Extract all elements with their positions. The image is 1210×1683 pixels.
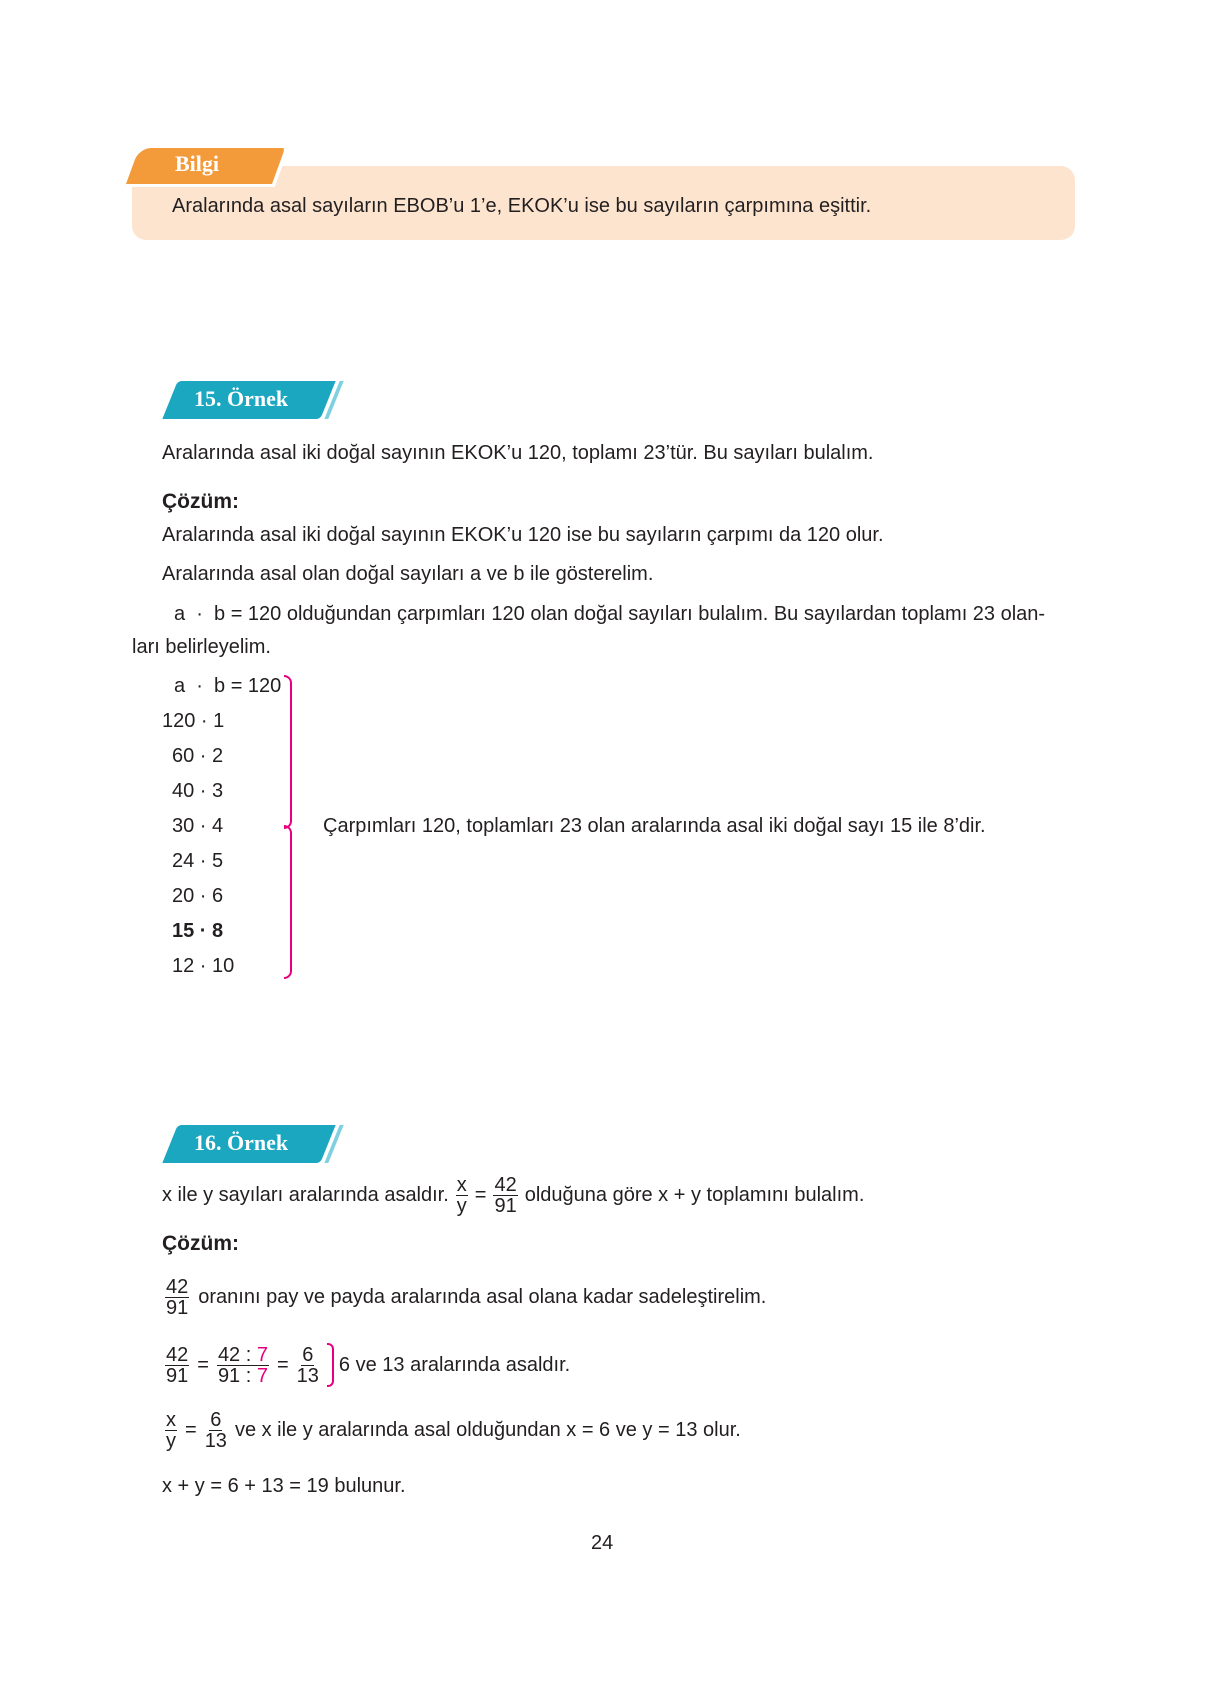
pair: 20 · 6 xyxy=(172,885,224,907)
info-label: Bilgi xyxy=(175,151,220,176)
text: ve x ile y aralarında asal olduğundan x = 6 ve y = 13 olur. xyxy=(234,1419,741,1441)
pair: 40 · 3 xyxy=(172,780,224,802)
solution-line: ları belirleyelim. xyxy=(132,636,271,658)
conclusion: Çarpımları 120, toplamları 23 olan aralarında asal iki doğal sayı 15 ile 8’dir. xyxy=(323,815,986,837)
equals: = xyxy=(276,1353,289,1376)
denominator xyxy=(218,1366,268,1386)
numerator: 6 xyxy=(210,1409,222,1431)
page-number: 24 xyxy=(591,1532,614,1554)
fraction-42-91 xyxy=(493,1175,517,1216)
numerator: 42 xyxy=(166,1343,189,1366)
fraction-divided xyxy=(217,1345,269,1386)
pair: 60 · 2 xyxy=(172,745,224,767)
divisor: 7 xyxy=(256,1343,268,1366)
brace xyxy=(327,1343,334,1387)
solution-heading: Çözüm: xyxy=(162,1232,239,1255)
denominator: 13 xyxy=(204,1430,227,1452)
question-text: olduğuna göre x + y toplamını bulalım. xyxy=(524,1184,865,1206)
equals: = xyxy=(197,1353,209,1376)
num-text: 42 : xyxy=(217,1343,252,1366)
pair: 30 · 4 xyxy=(172,815,224,837)
numerator: 6 xyxy=(302,1343,314,1366)
denominator: 91 xyxy=(166,1297,189,1319)
denominator: 91 xyxy=(166,1364,189,1387)
example-16-label: 16. Örnek xyxy=(194,1130,289,1155)
denominator: 13 xyxy=(296,1364,319,1387)
fraction-x-y xyxy=(456,1175,468,1216)
divisor: 7 xyxy=(256,1364,268,1387)
solution-heading: Çözüm: xyxy=(162,490,239,513)
example-15-question: Aralarında asal iki doğal sayının EKOK’u 120, toplamı 23’tür. Bu sayıları bulalım. xyxy=(162,442,874,464)
pair: 120 · 1 xyxy=(162,710,225,732)
numerator xyxy=(217,1345,269,1366)
fraction-x-y xyxy=(165,1410,177,1451)
example-16-question xyxy=(162,1175,864,1216)
solution-line-1 xyxy=(162,1277,766,1318)
solution-line-4: x + y = 6 + 13 = 19 bulunur. xyxy=(162,1475,406,1497)
solution-line: Aralarında asal olan doğal sayıları a ve b ile gösterelim. xyxy=(162,563,654,585)
den-text: 91 : xyxy=(217,1364,252,1387)
table-header: a · b = 120 xyxy=(174,675,282,697)
example-15-label: 15. Örnek xyxy=(194,386,289,411)
brace-bottom xyxy=(284,825,292,979)
numerator: 42 xyxy=(166,1276,189,1298)
fraction-42-91 xyxy=(165,1345,189,1386)
text: oranını pay ve payda aralarında asal olana kadar sadeleştirelim. xyxy=(198,1286,767,1308)
text: 6 ve 13 aralarında asaldır. xyxy=(338,1353,571,1376)
denominator: y xyxy=(166,1430,176,1452)
brace-top xyxy=(284,675,292,829)
solution-line-2 xyxy=(162,1343,570,1387)
pair: 12 · 10 xyxy=(172,955,235,977)
fraction-42-91 xyxy=(165,1277,189,1318)
fraction-6-13 xyxy=(205,1410,227,1451)
solution-line: Aralarında asal iki doğal sayının EKOK’u 120 ise bu sayıların çarpımı da 120 olur. xyxy=(162,524,884,546)
solution-line-3 xyxy=(162,1410,741,1451)
question-text: x ile y sayıları aralarında asaldır. xyxy=(162,1184,449,1206)
equals: = xyxy=(185,1419,197,1441)
info-text: Aralarında asal sayıların EBOB’u 1’e, EKOK’u ise bu sayıların çarpımına eşittir. xyxy=(172,195,872,217)
denominator: 91 xyxy=(494,1195,517,1217)
denominator: y xyxy=(456,1195,467,1217)
numerator: 42 xyxy=(494,1174,517,1196)
fraction-6-13 xyxy=(297,1345,319,1386)
equals: = xyxy=(474,1184,487,1206)
numerator: x xyxy=(166,1409,176,1431)
pair-answer: 15 · 8 xyxy=(172,920,224,942)
pair: 24 · 5 xyxy=(172,850,224,872)
solution-line: a · b = 120 olduğundan çarpımları 120 olan doğal sayıları bulalım. Bu sayılardan toplamı 23 olan- xyxy=(174,603,1046,625)
numerator: x xyxy=(456,1174,467,1196)
